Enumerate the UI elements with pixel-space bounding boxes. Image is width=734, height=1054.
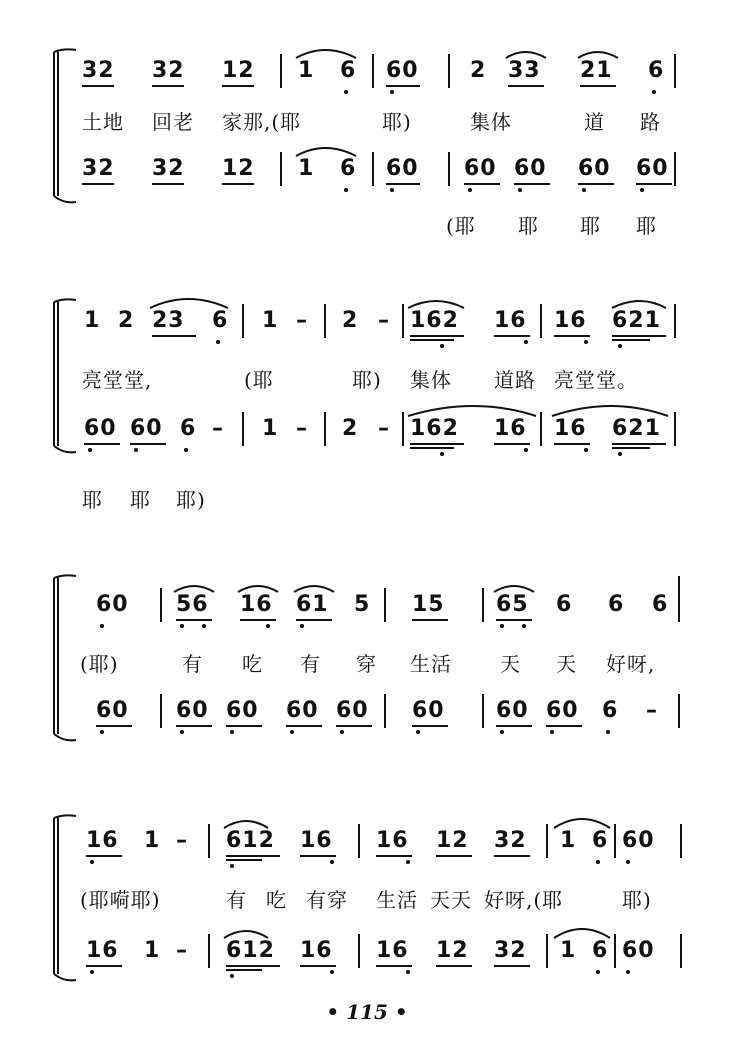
note-group: 60	[514, 156, 547, 181]
lyric: 吃	[242, 652, 263, 676]
note-group: 621	[612, 308, 661, 333]
note-group: 15	[412, 592, 445, 617]
note-group: 60	[386, 156, 419, 181]
lyric: 路	[640, 110, 661, 134]
lower-voice-notes	[0, 416, 734, 450]
note-group: 23	[152, 308, 185, 333]
lyric: 耶)	[622, 888, 652, 912]
note: 1	[262, 308, 279, 333]
lower-voice-lyrics	[0, 484, 734, 516]
lyric: 集体	[410, 368, 452, 392]
note-group: 16	[86, 938, 119, 963]
note-group: 16	[300, 938, 333, 963]
note-group: 60	[636, 156, 669, 181]
note-group: 32	[152, 156, 185, 181]
dash: –	[176, 828, 188, 853]
note-group: 162	[410, 416, 459, 441]
dash: –	[296, 308, 308, 333]
note-group: 16	[376, 828, 409, 853]
note-group: 16	[376, 938, 409, 963]
note-group: 60	[496, 698, 529, 723]
note-group: 16	[300, 828, 333, 853]
upper-voice-notes	[0, 58, 734, 92]
note-group: 32	[494, 828, 527, 853]
note-group: 60	[96, 592, 129, 617]
note-markings	[0, 398, 734, 458]
lyric: 回老	[152, 110, 194, 134]
note-markings	[0, 810, 734, 870]
lyric: 有	[300, 652, 321, 676]
note-group: 12	[222, 156, 255, 181]
note-group: 60	[622, 938, 655, 963]
upper-voice-lyrics	[0, 648, 734, 680]
lyric: 道	[584, 110, 605, 134]
note-group: 16	[554, 308, 587, 333]
note-group: 60	[336, 698, 369, 723]
note-group: 12	[436, 828, 469, 853]
upper-voice-lyrics	[0, 364, 734, 396]
lyric: 亮堂堂。	[554, 368, 638, 392]
note-markings	[0, 920, 734, 980]
dash: –	[378, 308, 390, 333]
note: 6	[608, 592, 625, 617]
note-group: 60	[412, 698, 445, 723]
note-group: 60	[622, 828, 655, 853]
lyric: 好呀,	[606, 652, 656, 676]
lyric: 耶)	[382, 110, 412, 134]
note: 1	[84, 308, 101, 333]
note: 1	[560, 828, 577, 853]
lyric: 穿	[356, 652, 377, 676]
note-group: 16	[494, 416, 527, 441]
lyric: 耶)	[352, 368, 382, 392]
note-group: 65	[496, 592, 529, 617]
lyric: 天	[556, 652, 577, 676]
note: 2	[470, 58, 487, 83]
note-group: 60	[96, 698, 129, 723]
note-group: 16	[240, 592, 273, 617]
note-group: 60	[386, 58, 419, 83]
dash: –	[176, 938, 188, 963]
lyric: 好呀,(耶	[484, 888, 564, 912]
lyric: 耶	[518, 214, 539, 238]
lyric: 有	[226, 888, 247, 912]
dash: –	[378, 416, 390, 441]
note-group: 60	[464, 156, 497, 181]
note-group: 16	[554, 416, 587, 441]
note-markings	[0, 138, 734, 198]
note: 6	[592, 938, 609, 963]
note-markings	[0, 40, 734, 100]
lyric: 耶	[130, 488, 151, 512]
lyric: 天天	[430, 888, 472, 912]
note: 2	[342, 308, 359, 333]
note-group: 32	[494, 938, 527, 963]
note-group: 60	[84, 416, 117, 441]
lyric: 耶)	[176, 488, 206, 512]
lyric: 生活	[376, 888, 418, 912]
note-group: 60	[176, 698, 209, 723]
lower-voice-notes	[0, 938, 734, 972]
lyric: 亮堂堂,	[82, 368, 153, 392]
note-group: 612	[226, 938, 275, 963]
lyric: (耶	[244, 368, 274, 392]
upper-voice-lyrics	[0, 106, 734, 138]
note: 6	[212, 308, 229, 333]
note: 1	[144, 938, 161, 963]
lyric: 集体	[470, 110, 512, 134]
note: 2	[118, 308, 135, 333]
lyric: 耶	[82, 488, 103, 512]
note-markings	[0, 574, 734, 634]
note-group: 61	[296, 592, 329, 617]
page-number: • 115 •	[326, 1000, 408, 1024]
lyric: 生活	[410, 652, 452, 676]
lyric: 有穿	[306, 888, 348, 912]
note: 5	[354, 592, 371, 617]
note: 2	[342, 416, 359, 441]
dash: –	[212, 416, 224, 441]
upper-voice-lyrics	[0, 884, 734, 916]
lyric: (耶)	[80, 652, 119, 676]
note-group: 60	[546, 698, 579, 723]
lyric: 道路	[494, 368, 536, 392]
note-group: 621	[612, 416, 661, 441]
note-group: 60	[130, 416, 163, 441]
note-group: 60	[578, 156, 611, 181]
note: 1	[262, 416, 279, 441]
note-group: 12	[436, 938, 469, 963]
lyric: 耶	[636, 214, 657, 238]
lyric: 家那,(耶	[222, 110, 302, 134]
note: 6	[652, 592, 669, 617]
note-group: 32	[82, 156, 115, 181]
dash: –	[646, 698, 658, 723]
lyric: (耶嗬耶)	[80, 888, 161, 912]
upper-voice-notes	[0, 828, 734, 862]
note-group: 12	[222, 58, 255, 83]
note: 6	[340, 58, 357, 83]
dash: –	[296, 416, 308, 441]
upper-voice-notes	[0, 592, 734, 626]
lyric: 天	[500, 652, 521, 676]
lyric: 吃	[266, 888, 287, 912]
note-group: 162	[410, 308, 459, 333]
lower-voice-lyrics	[0, 210, 734, 242]
note: 1	[144, 828, 161, 853]
note-group: 60	[286, 698, 319, 723]
lyric: 土地	[82, 110, 124, 134]
upper-voice-notes	[0, 308, 734, 342]
note: 6	[556, 592, 573, 617]
lower-voice-notes	[0, 698, 734, 732]
note: 1	[298, 156, 315, 181]
note: 6	[602, 698, 619, 723]
note: 6	[340, 156, 357, 181]
note: 6	[180, 416, 197, 441]
lower-voice-notes	[0, 156, 734, 190]
note: 6	[648, 58, 665, 83]
note-markings	[0, 680, 734, 740]
lyric: 耶	[580, 214, 601, 238]
note-group: 33	[508, 58, 541, 83]
note-markings	[0, 290, 734, 350]
note-group: 612	[226, 828, 275, 853]
note-group: 32	[152, 58, 185, 83]
note-group: 60	[226, 698, 259, 723]
lyric: 有	[182, 652, 203, 676]
note: 1	[560, 938, 577, 963]
note-group: 21	[580, 58, 613, 83]
note-group: 16	[86, 828, 119, 853]
lyric: (耶	[446, 214, 476, 238]
note-group: 32	[82, 58, 115, 83]
note-group: 56	[176, 592, 209, 617]
note: 1	[298, 58, 315, 83]
note-group: 16	[494, 308, 527, 333]
note: 6	[592, 828, 609, 853]
